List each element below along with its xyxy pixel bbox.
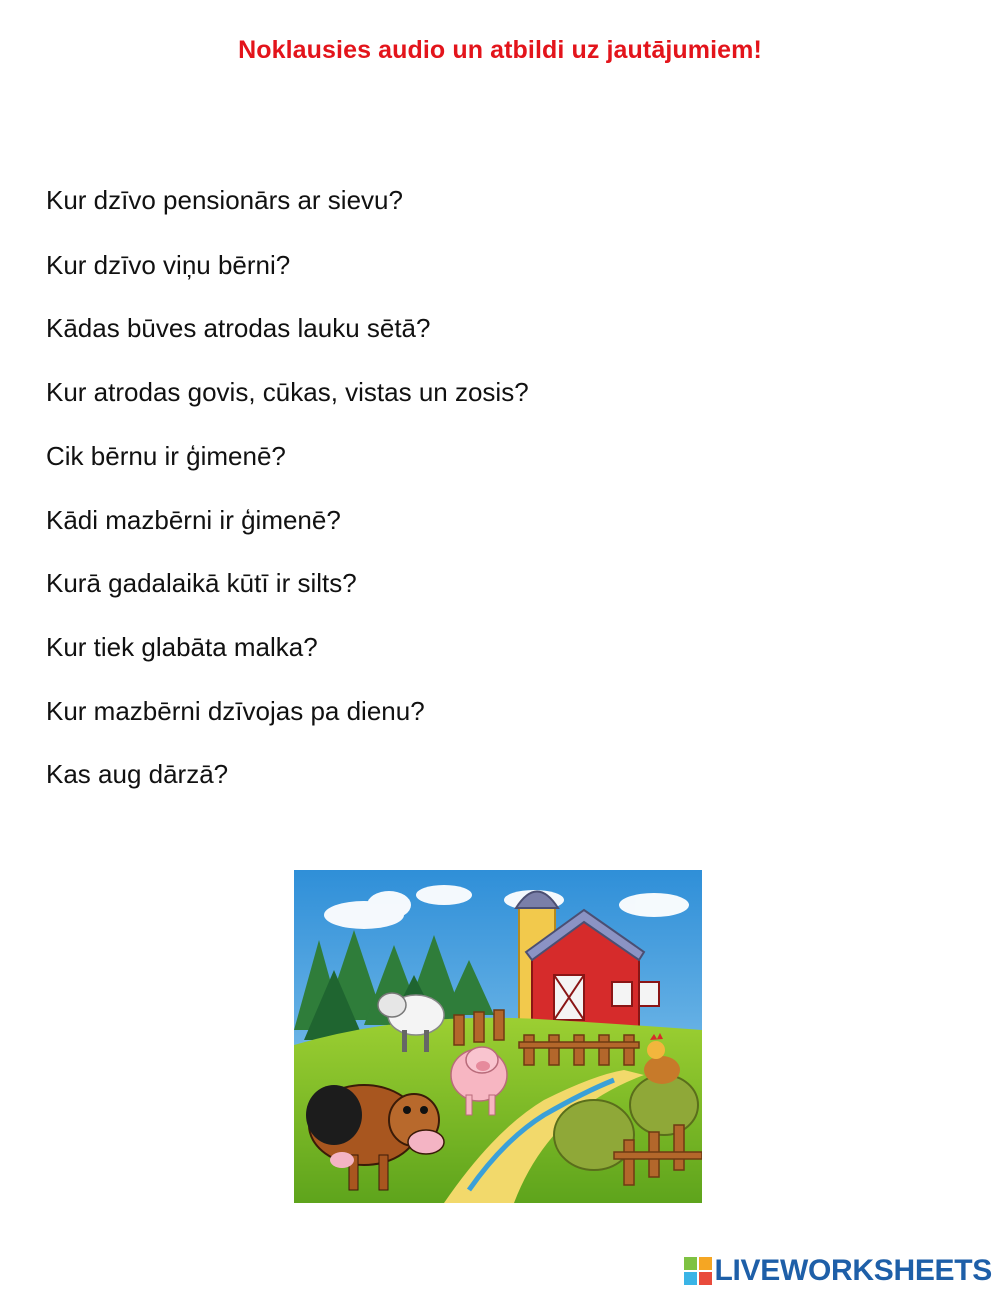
- question-8: Kur tiek glabāta malka?: [46, 632, 318, 662]
- question-7: Kurā gadalaikā kūtī ir silts?: [46, 568, 357, 598]
- liveworksheets-logo-icon: [684, 1257, 712, 1285]
- question-6: Kādi mazbērni ir ģimenē?: [46, 505, 341, 535]
- liveworksheets-logo-text: LIVEWORKSHEETS: [714, 1254, 992, 1287]
- question-10: Kas aug dārzā?: [46, 759, 229, 789]
- page-title: Noklausies audio un atbildi uz jautājumiem!: [238, 36, 762, 64]
- question-2: Kur dzīvo viņu bērni?: [46, 250, 291, 280]
- question-1: Kur dzīvo pensionārs ar sievu?: [46, 185, 403, 215]
- farm-illustration: [294, 870, 702, 1203]
- liveworksheets-logo: [684, 1254, 993, 1288]
- question-3: Kādas būves atrodas lauku sētā?: [46, 313, 431, 343]
- question-5: Cik bērnu ir ģimenē?: [46, 441, 286, 471]
- question-4: Kur atrodas govis, cūkas, vistas un zosis?: [46, 377, 529, 407]
- question-9: Kur mazbērni dzīvojas pa dienu?: [46, 696, 425, 726]
